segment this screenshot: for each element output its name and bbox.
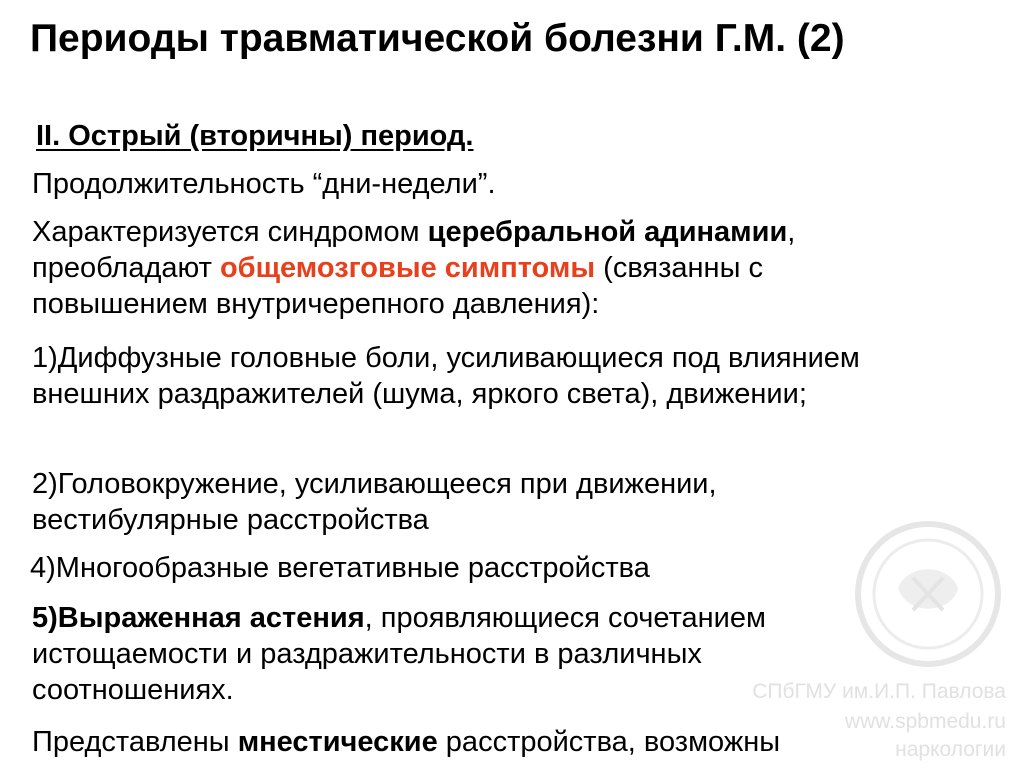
characteristic-text-3: (связанны с повышением внутричерепного давления):	[32, 252, 763, 320]
list-item-5-text: , проявляющиеся сочетанием истощаемости и раздражительности в различных соотношениях.	[32, 602, 766, 706]
characteristic-paragraph	[32, 214, 932, 322]
cerebral-adynamia-term: церебральной адинамии	[427, 216, 788, 248]
watermark-website: www.spbmedu.ru	[844, 710, 1006, 733]
university-watermark	[748, 518, 1018, 768]
duration-text: Продолжительность “дни-недели”.	[32, 168, 496, 200]
list-item-4: 4)Многообразные вегетативные расстройства	[30, 552, 650, 584]
slide-title: Периоды травматической болезни Г.М. (2)	[30, 17, 845, 60]
section-heading-text: II. Острый (вторичны) период.	[36, 120, 474, 152]
list-item-1: 1)Диффузные головные боли, усиливающиеся под влиянием внешних раздражителей (шума, яркого света), движении;	[32, 342, 860, 410]
watermark-department: наркологии	[895, 738, 1006, 761]
watermark-university-name: СПбГМУ им.И.П. Павлова	[752, 680, 1006, 703]
section-heading	[36, 118, 473, 154]
asthenia-term: 5)Выраженная астения	[32, 602, 365, 634]
last-line-text-1: Представлены	[32, 726, 238, 758]
list-item-2: 2)Головокружение, усиливающееся при движении, вестибулярные расстройства	[32, 468, 717, 536]
general-cerebral-symptoms-term: общемозговые симптомы	[219, 252, 596, 284]
last-line-text-2: расстройства, возможны	[437, 726, 781, 758]
characteristic-text-1: Характеризуется синдромом	[32, 216, 428, 248]
characteristic-text-2: , преобладают	[32, 216, 796, 284]
mnestic-term: мнестические	[237, 726, 438, 758]
